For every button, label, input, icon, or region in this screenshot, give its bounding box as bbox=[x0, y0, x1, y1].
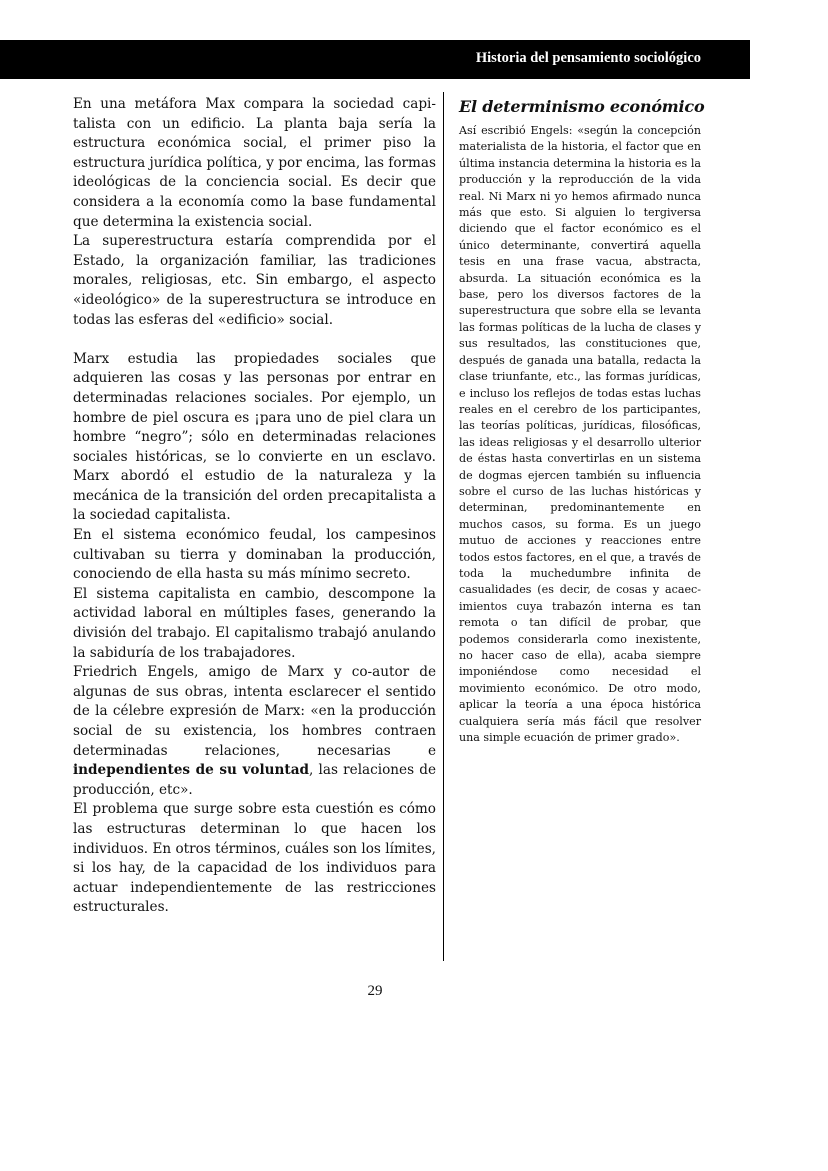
paragraph-3: Marx estudia las propiedades sociales que adquieren las cosas y las personas por entrar en determinadas relaciones sociales. Por ejemplo, un hombre de piel oscura es ¡para uno de piel clara un hombre “negro”; sólo en determinadas relaciones sociales históricas, se lo convierte en un esclavo. Marx abordó el estudio de la naturaleza y la mecánica de la transición del orden precapitalista a la sociedad capitalista. bbox=[73, 350, 436, 524]
page-number: 29 bbox=[367, 983, 383, 999]
paragraph-6-text-b: , las relaciones de producción, etc». bbox=[73, 762, 436, 798]
running-header-title: Historia del pensamiento sociológico bbox=[475, 50, 701, 66]
running-header bbox=[0, 40, 750, 79]
paragraph-5: El sistema capitalista en cambio, descompone la actividad laboral en múltiples fases, generando la división del trabajo. El capitalismo trabajó anulando la sabiduría de los trabajadores. bbox=[73, 585, 436, 661]
sidebar-title: El determinismo económico bbox=[459, 97, 705, 116]
paragraph-1: En una metáfora Max compara la sociedad capitalista con un edificio. La planta baja sería la estructura económica social, el primer piso la estructura jurídica política, y por encima, las formas ideológicas de la conciencia social. Es decir que considera a la economía como la base fundamental que determina la existencia social. bbox=[73, 96, 436, 230]
main-column bbox=[73, 95, 436, 918]
paragraph-6-text-a: Friedrich Engels, amigo de Marx y co-autor de algunas de sus obras, intenta esclarecer el sentido de la célebre expresión de Marx: «en la producción social de su existencia, los hombres contraen determinadas relaciones, necesarias e bbox=[73, 664, 436, 759]
paragraph-2: La superestructura estaría comprendida por el Estado, la organización familiar, las tradiciones morales, religiosas, etc. Sin embargo, el aspecto «ideológico» de la superestructura se introduce en todas las esferas del «edificio» social. bbox=[73, 233, 436, 328]
sidebar-text: Así escribió Engels: «según la concepción materialista de la historia, el factor que en última instancia determina la historia es la producción y la reproducción de la vida real. Ni Marx ni yo hemos afirmado nunca más que esto. Si alguien lo tergiversa diciendo que el factor económico es el único determinante, convertirá aquella tesis en una frase vacua, abstracta, absurda. La situación económica es la base, pero los diversos factores de la superestructura que sobre ella se levanta las formas políticas de la lucha de clases y sus resultados, las constituciones que, después de ganada una batalla, redacta la clase triunfante, etc., las formas jurídicas, e incluso los reflejos de todas estas luchas reales en el cerebro de los participantes, las teorías políticas, jurídicas, filosóficas, las ideas religiosas y el desarrollo ulterior de éstas hasta convertirlas en un sistema de dogmas ejercen también su influencia sobre el curso de las luchas históricas y determinan, predominantemente en muchos casos, su forma. Es un juego mutuo de acciones y reacciones entre todos estos factores, en el que, a través de toda la muchedumbre infinita de casualidades (es decir, de cosas y acaecimientos cuya trabazón interna es tan remota o tan difícil de probar, que podemos considerarla como inexistente, no hacer caso de ella), acaba siempre imponiéndose como necesidad el movimiento económico. De otro modo, aplicar la teoría a una época histórica cualquiera sería más fácil que resolver una simple ecuación de primer grado». bbox=[459, 124, 701, 745]
column-divider bbox=[443, 92, 444, 961]
sidebar-column bbox=[459, 95, 705, 746]
paragraph-7: El problema que surge sobre esta cuestión es cómo las estructuras determinan lo que hacen los individuos. En otros términos, cuáles son los límites, si los hay, de la capacidad de los individuos para actuar independientemente de las restricciones estructurales. bbox=[73, 801, 436, 916]
paragraph-6-bold-text: independientes de su voluntad bbox=[73, 762, 310, 779]
paragraph-6 bbox=[73, 663, 436, 800]
paragraph-4: En el sistema económico feudal, los campesinos cultivaban su tierra y dominaban la producción, conociendo de ella hasta su más mínimo secreto. bbox=[73, 527, 436, 583]
